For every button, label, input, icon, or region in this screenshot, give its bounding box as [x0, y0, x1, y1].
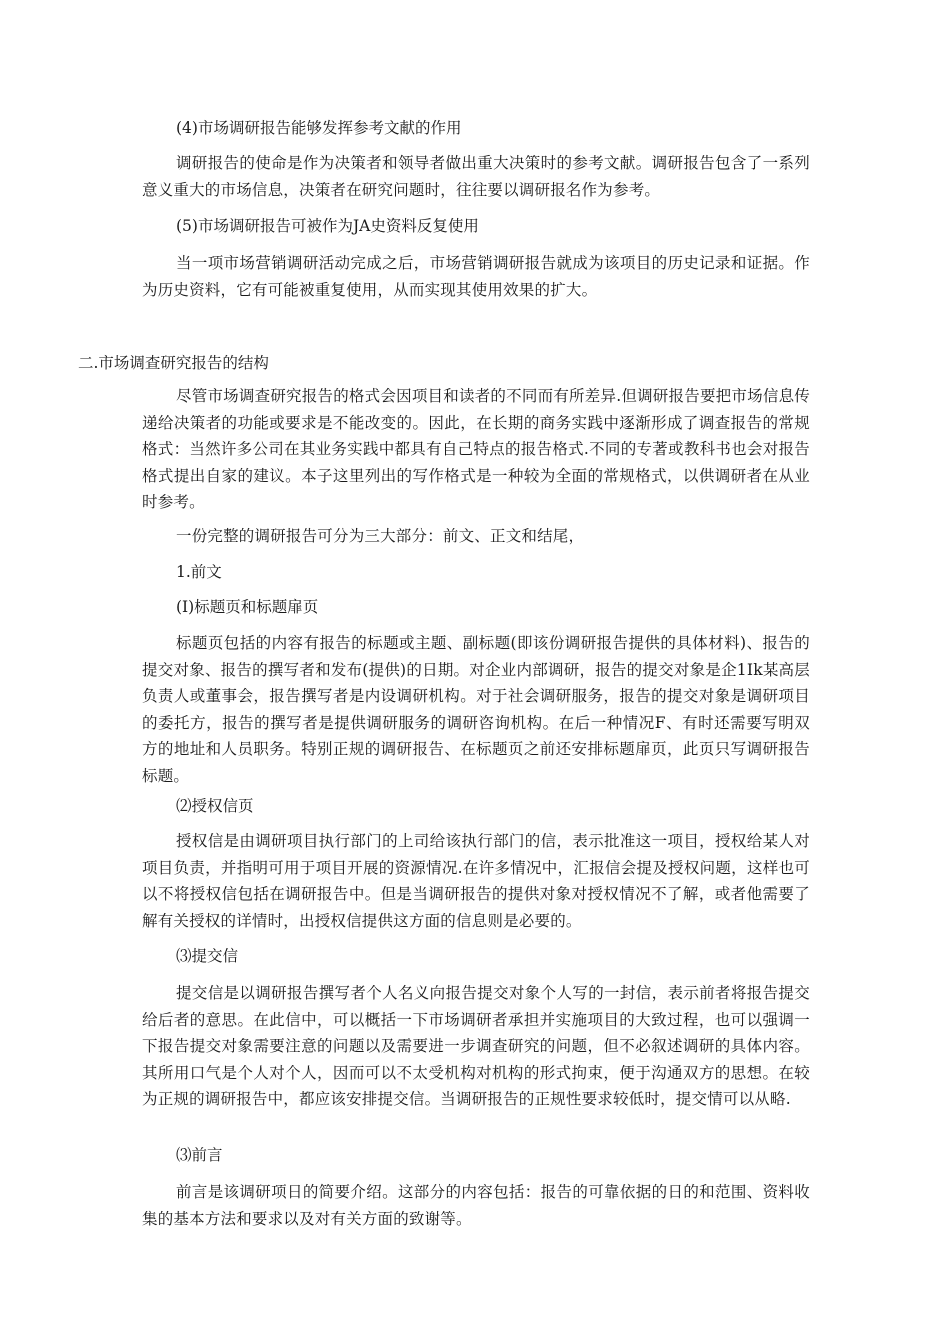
paragraph-three-parts: [142, 523, 810, 550]
heading-submission-letter: [142, 945, 810, 967]
paragraph-text: 调研报告的使命是作为决策者和领导者做出重大决策时的参考文献。调研报告包含了一系列意义重大的市场信息，决策者在研究问题时，往往要以调研报名作为参考。: [142, 154, 810, 199]
section-title-structure: 二.市场调查研究报告的结构: [78, 354, 269, 372]
heading-title-page: [142, 596, 810, 618]
paragraph-text: 提交信是以调研报告撰写者个人名义向报告提交对象个人写的一封信，表示前者将报告提交给后者的意思。在此信中，可以概括一下市场调研者承担并实施项目的大致过程，也可以强调一下报告提交对象需要注意的问题以及需要进一步调查研究的问题，但不必叙述调研的具体内容。其所用口气是个人对个人，因而可以不太受机构对机构的形式拘束，便于沟通双方的思想。在较为正规的调研报告中，都应该安排提交信。当调研报告的正规性要求较低时，提交情可以从略.: [142, 984, 810, 1108]
paragraph-text: 当一项市场营销调研活动完成之后，市场营销调研报告就成为该项目的历史记录和证据。作为历史资料，它有可能被重复使用，从而实现其使用效果的扩大。: [142, 254, 810, 299]
heading-text: ⑶提交信: [176, 947, 239, 965]
paragraph-text: 前言是该调研项日的简要介绍。这部分的内容包括：报告的可靠依据的日的和范围、资料收集的基本方法和要求以及对有关方面的致谢等。: [142, 1183, 810, 1228]
heading-text: (I)标题页和标题扉页: [176, 598, 319, 616]
heading-front-matter: [142, 561, 810, 583]
heading-authorization-letter: [142, 795, 810, 817]
paragraph-text: 标题页包括的内容有报告的标题或主题、副标题(即该份调研报告提供的具体材料)、报告的提交对象、报告的撰写者和发布(提供)的日期。对企业内部调研，报告的提交对象是企1Ik某高层负责人或董事会，报告撰写者是内设调研机构。对于社会调研服务，报告的提交对象是调研项目的委托方，报告的撰写者是提供调研服务的调研咨询机构。在后一种情况F、有时还需要写明双方的地址和人员职务。特别正规的调研报告、在标题页之前还安排标题扉页，此页只写调研报告标题。: [142, 634, 810, 785]
paragraph-submission-letter: [142, 980, 810, 1113]
paragraph-title-page: [142, 630, 810, 789]
paragraph-text: 一份完整的调研报告可分为三大部分：前文、正文和结尾，: [176, 527, 585, 545]
paragraph-history: [142, 250, 810, 303]
heading-text: ⑶前言: [176, 1146, 223, 1164]
paragraph-preface: [142, 1179, 810, 1232]
paragraph-structure-intro: [142, 383, 810, 516]
heading-4-reference: [142, 117, 810, 139]
heading-text: ⑵授权信页: [176, 797, 254, 815]
heading-5-history: [142, 215, 810, 237]
heading-text: (5)市场调研报告可被作为JA史资料反复使用: [176, 217, 479, 235]
paragraph-text: 授权信是由调研项目执行部门的上司给该执行部门的信，表示批准这一项目，授权给某人对项目负责，并指明可用于项目开展的资源情况.在许多情况中，汇报信会提及授权问题，这样也可以不将授权信包括在调研报告中。但是当调研报告的提供对象对授权情况不了解，或者他需要了解有关授权的详情时，出授权信提供这方面的信息则是必要的。: [142, 832, 810, 930]
paragraph-authorization-letter: [142, 828, 810, 934]
paragraph-reference: [142, 150, 810, 203]
paragraph-text: 尽管市场调查研究报告的格式会因项目和读者的不同而有所差异.但调研报告要把市场信息传递给决策者的功能或要求是不能改变的。因此，在长期的商务实践中逐渐形成了调查报告的常规格式：当然许多公司在其业务实践中都具有自己特点的报告格式.不同的专著或教科书也会对报告格式提出自家的建议。本子这里列出的写作格式是一种较为全面的常规格式，以供调研者在从业时参考。: [142, 387, 810, 511]
heading-preface: [142, 1144, 810, 1166]
heading-text: 1.前文: [176, 563, 222, 581]
heading-text: (4)市场调研报告能够发挥参考文献的作用: [176, 119, 462, 137]
